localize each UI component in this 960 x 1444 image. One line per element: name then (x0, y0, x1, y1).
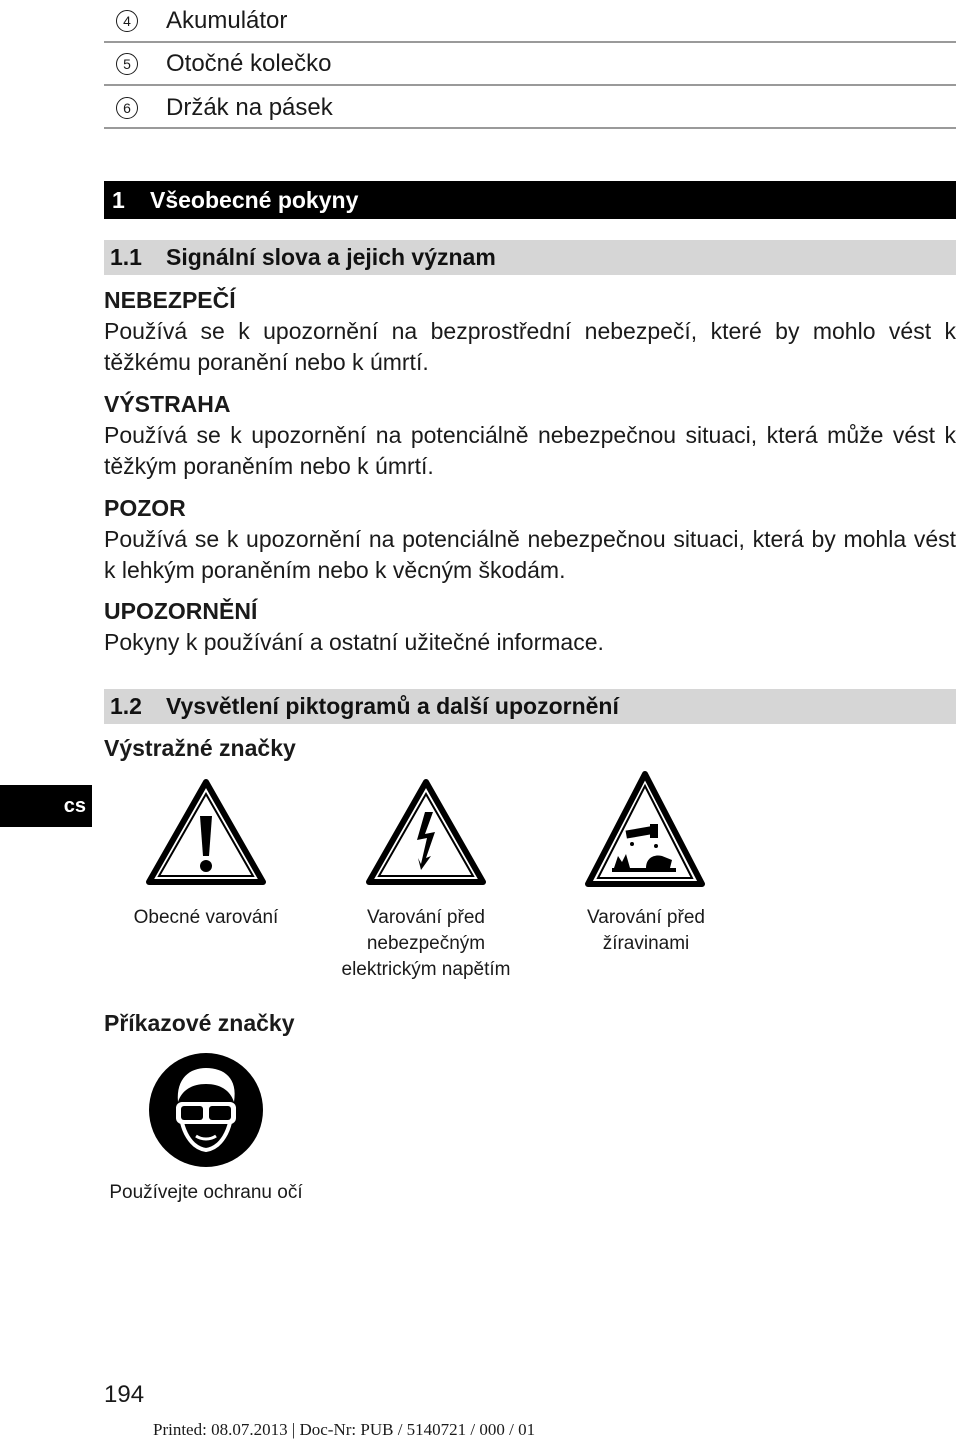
sign-caption: Varování před žíravinami (587, 907, 705, 954)
part-number: 4 (116, 10, 138, 32)
signal-word: POZOR (104, 495, 186, 521)
subsection-heading (104, 689, 956, 724)
parts-list (104, 0, 956, 129)
part-number: 6 (116, 97, 138, 119)
signal-description: Používá se k upozornění na potenciálně nebezpečnou situaci, která by mohla vést k lehkým poraněním nebo k věcným škodám. (104, 526, 956, 583)
electrical-voltage-warning-icon (365, 778, 487, 886)
section-title: Všeobecné pokyny (150, 186, 359, 213)
part-label: Otočné kolečko (166, 49, 332, 77)
signal-word-note (104, 596, 956, 658)
divider (104, 127, 956, 129)
signal-word: UPOZORNĚNÍ (104, 598, 258, 624)
section-number: 1 (112, 186, 125, 213)
corrosive-substances-warning-icon (584, 770, 706, 888)
sign-caption: Obecné varování (133, 907, 279, 928)
signal-word: VÝSTRAHA (104, 391, 231, 417)
signal-description: Používá se k upozornění na potenciálně nebezpečnou situaci, která může vést k těžkým poraněním nebo k úmrtí. (104, 422, 956, 479)
warning-signs-heading: Výstražné značky (104, 735, 296, 761)
part-label: Držák na pásek (166, 93, 333, 121)
sign-caption: Používejte ochranu očí (109, 1182, 303, 1203)
subsection-number: 1.2 (110, 693, 142, 719)
general-warning-icon (145, 778, 267, 886)
page-number: 194 (104, 1381, 145, 1408)
section-heading (104, 181, 956, 219)
list-item (104, 43, 956, 86)
signal-word-danger (104, 285, 956, 378)
subsection-heading (104, 240, 956, 275)
signal-word-warning (104, 389, 956, 482)
signal-word-caution (104, 493, 956, 586)
subsection-number: 1.1 (110, 244, 142, 270)
list-item (104, 86, 956, 129)
list-item (104, 0, 956, 43)
signal-description: Pokyny k používání a ostatní užitečné informace. (104, 629, 604, 655)
subsection-title: Vysvětlení piktogramů a další upozornění (166, 693, 619, 719)
subsection-title: Signální slova a jejich význam (166, 244, 496, 270)
mandatory-signs-heading: Příkazové značky (104, 1010, 295, 1036)
part-label: Akumulátor (166, 6, 288, 34)
signal-description: Používá se k upozornění na bezprostřední nebezpečí, které by mohlo vést k těžkému poranění nebo k úmrtí. (104, 318, 956, 375)
wear-eye-protection-icon (148, 1052, 264, 1168)
print-footer: Printed: 08.07.2013 | Doc-Nr: PUB / 5140721 / 000 / 01 (153, 1420, 536, 1439)
language-tab: cs (0, 785, 92, 827)
signal-word: NEBEZPEČÍ (104, 287, 236, 313)
sign-caption: Varování před nebezpečným elektrickým napětím (341, 907, 511, 980)
part-number: 5 (116, 53, 138, 75)
